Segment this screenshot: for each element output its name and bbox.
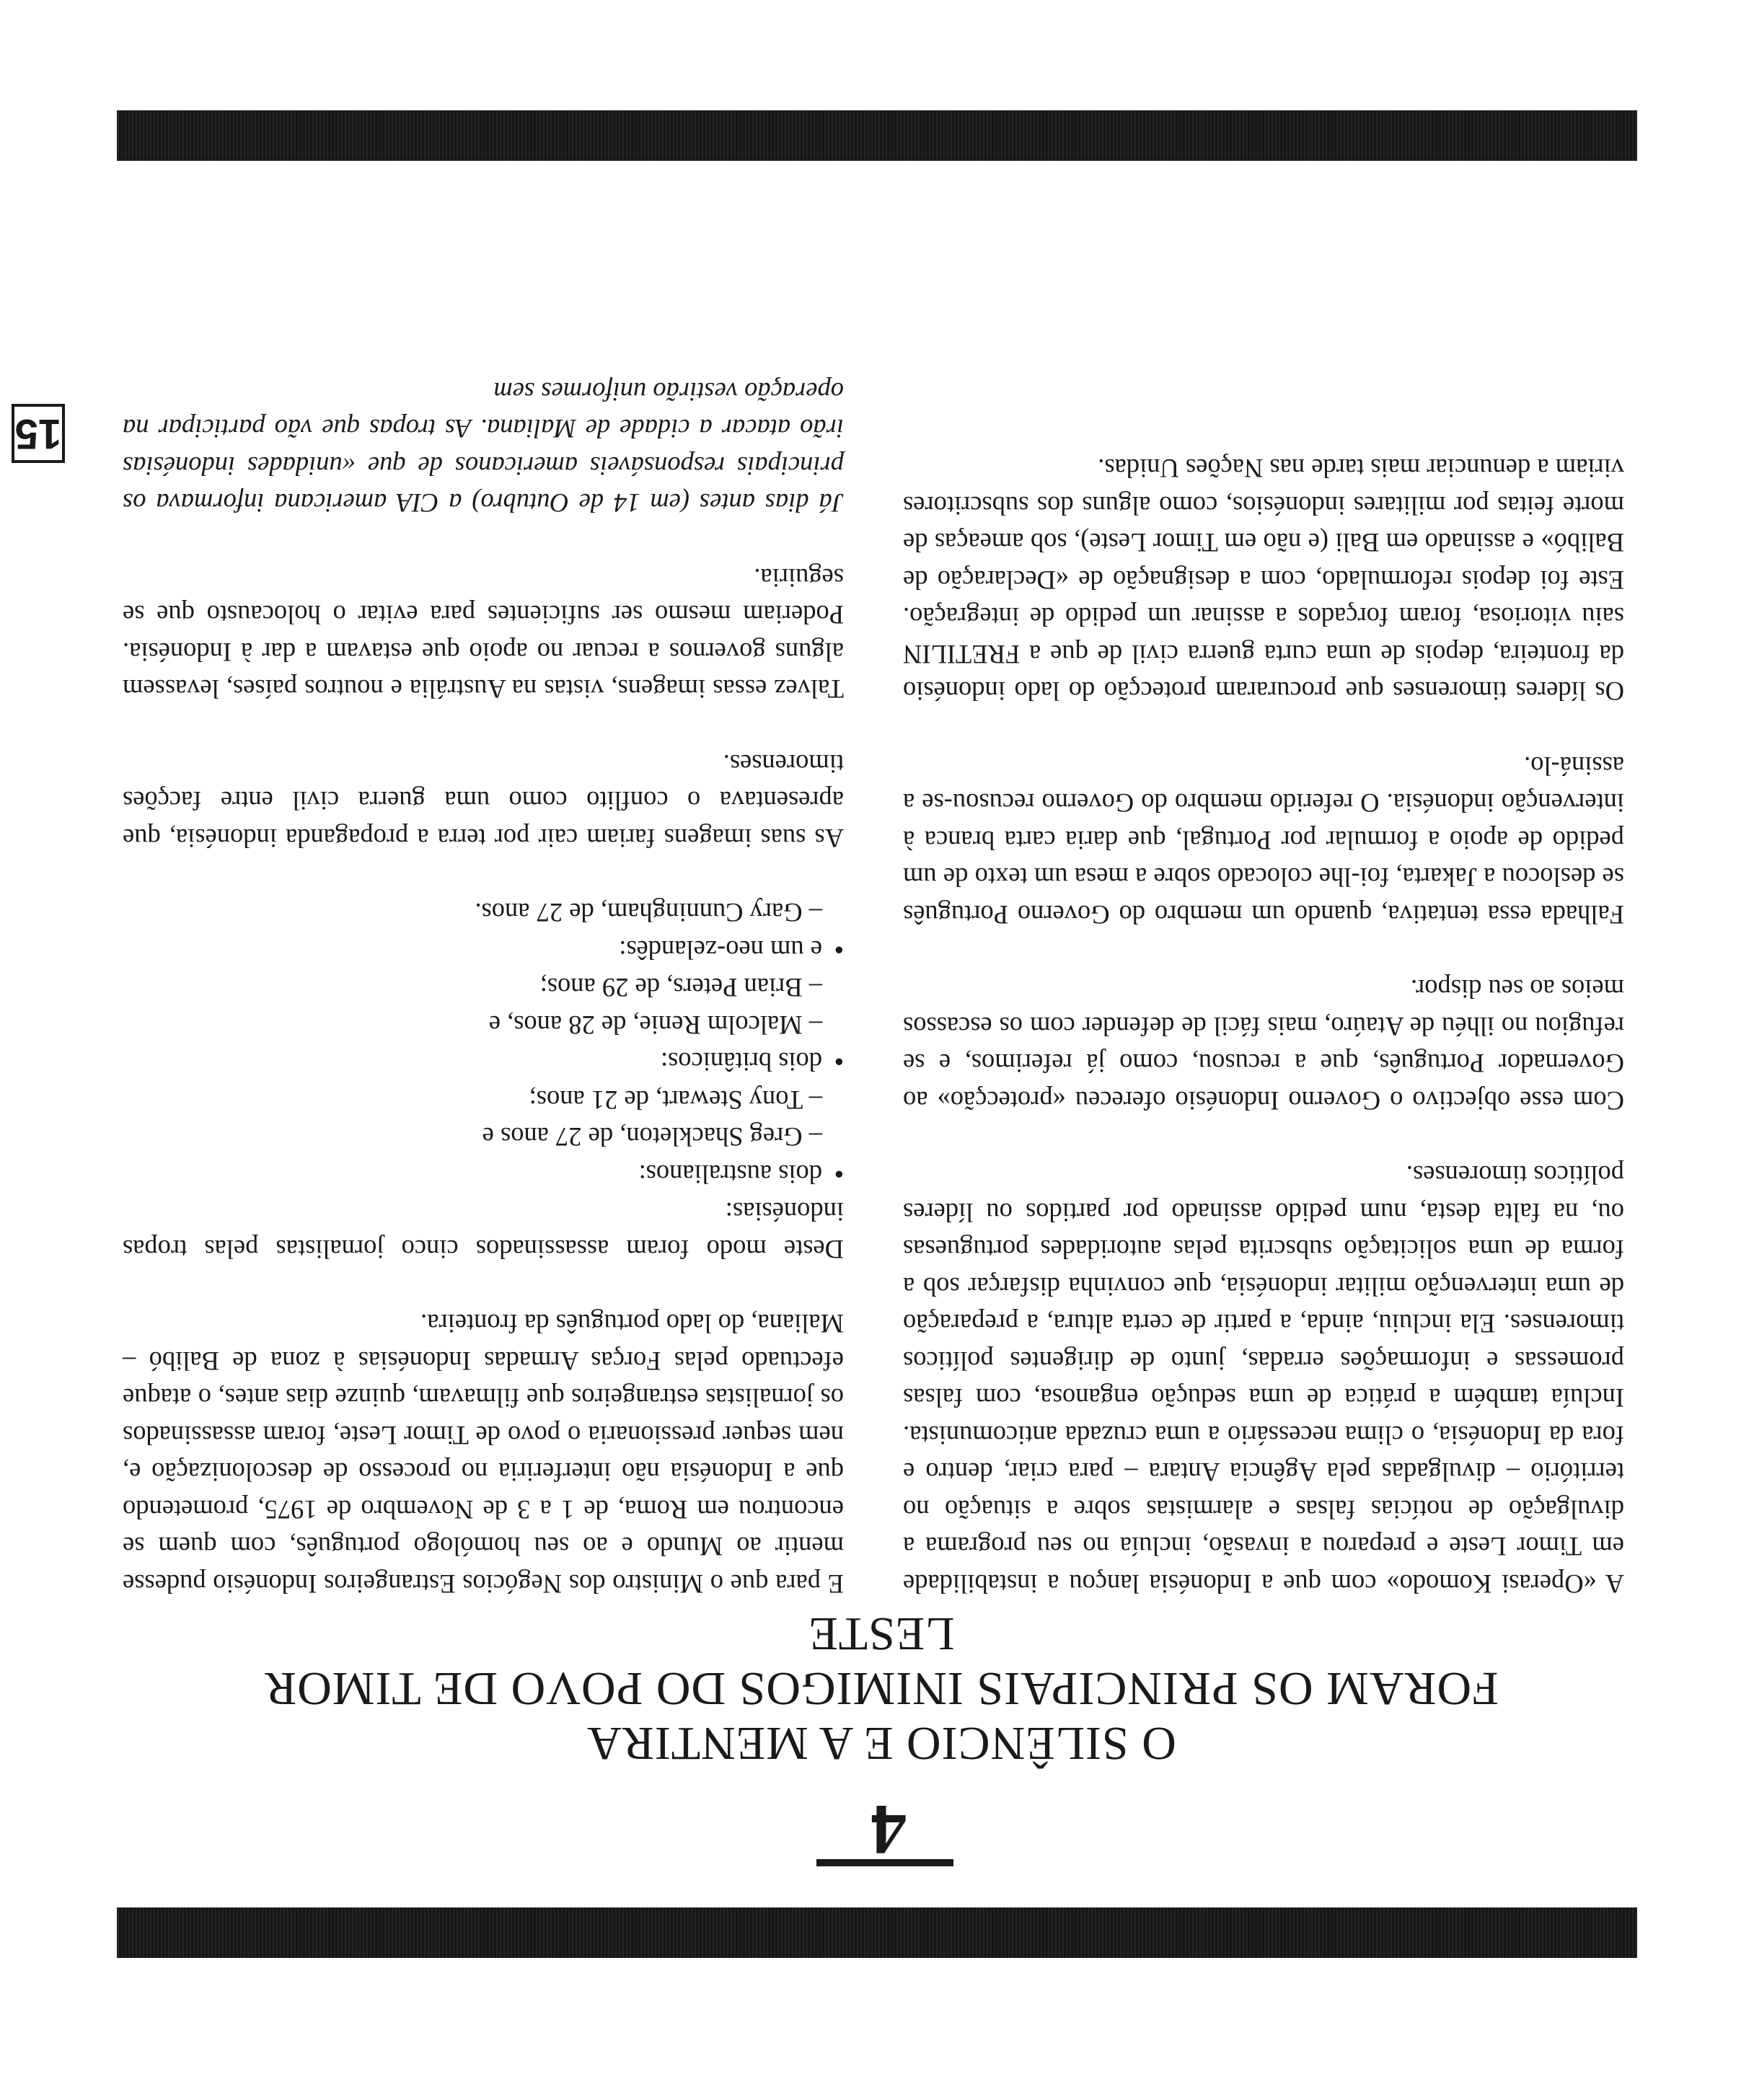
paragraph: As suas imagens fariam cair por terra a propaganda indonésia, que apresentava o conflito como uma guerra civil entre facções timorenses. bbox=[123, 749, 844, 853]
chapter-title-line-2: FORAM OS PRINCIPAIS INIMIGOS DO POVO DE TIMOR LESTE bbox=[264, 1607, 1499, 1715]
paragraph: E para que o Ministro dos Negócios Estrangeiros Indonésio pudesse mentir ao Mundo e ao seu homólogo português, com quem se encontrou em Roma, de 1 a 3 de Novembro de 1975, prometendo que a Indonésia não interferiria no processo de descolonização e, nem sequer pressionaria o povo de Timor Leste, foram assassinados os jornalistas estrangeiros que filmavam, quinze dias antes, o ataque efectuado pelas Forças Armadas Indonésias à zona de Balibó – Maliana, do lado português da fronteira. bbox=[123, 1309, 844, 1599]
list-group-item: ● e um neo-zelandês: bbox=[123, 932, 844, 970]
list-item: – Malcolm Renie, de 28 anos, e bbox=[488, 1010, 822, 1040]
page-number: 15 bbox=[12, 404, 65, 463]
paragraph: Deste modo foram assassinados cinco jornalistas pelas tropas indonésias: bbox=[123, 1197, 844, 1264]
left-column bbox=[903, 450, 1624, 1602]
bottom-decorative-rule bbox=[117, 110, 1637, 161]
paragraph: Talvez essas imagens, vistas na Austrália e noutros países, levassem alguns governos a recuar no apoio que estavam a dar à Indonésia. Poderiam mesmo ser suficientes para evitar o holocausto que se seguiria. bbox=[123, 563, 844, 705]
list-group-item: ● dois australianos: bbox=[123, 1156, 844, 1194]
list-item: – Brian Peters, de 29 anos; bbox=[539, 973, 822, 1003]
paragraph: Falhada essa tentativa, quando um membro do Governo Português se deslocou a Jakarta, foi-lhe colocado sobre a mesa um texto de um pedido de apoio a formular por Portugal, que daria carta branca à intervenção indonésia. O referido membro do Governo recusou-se a assiná-lo. bbox=[903, 751, 1624, 930]
list-group-item: ● dois britânicos: bbox=[123, 1044, 844, 1082]
chapter-title-line-1: O SILÊNCIO E A MENTIRA bbox=[586, 1717, 1176, 1770]
chapter-marker bbox=[816, 1790, 961, 1876]
paragraph: Com esse objectivo o Governo Indonésio ofereceu «protecção» ao Governador Português, que a recusou, como já referimos, e se refugiou no ilhéu de Ataúro, mais fácil de defender com os escassos meios ao seu dispor. bbox=[903, 974, 1624, 1116]
list-item: – Greg Shackleton, de 27 anos e bbox=[482, 1122, 822, 1152]
list-item: – Gary Cunningham, de 27 anos. bbox=[475, 898, 822, 928]
paragraph: Os líderes timorenses que procuraram protecção do lado indonésio da fronteira, depois de uma curta guerra civil de que a FRETILIN saiu vitoriosa, foram forçados a assinar um pedido de integração. Este foi depois reformulado, com a designação de «Declaração de Balibó» e assinado em Bali (e não em Timor Leste), sob ameaças de morte feitas por militares indonésios, como alguns dos subscritores viriam a denunciar mais tarde nas Nações Unidas. bbox=[903, 454, 1624, 707]
chapter-number: 4 bbox=[871, 1790, 907, 1870]
top-decorative-rule bbox=[117, 1907, 1637, 1958]
paragraph: A «Operasi Komodo» com que a Indonésia lançou a instabilidade em Timor Leste e preparou a invasão, incluía no seu programa a divulgação de notícias falsas e alarmistas sobre a situação no território – divulgadas pela Agência Antara – para criar, dentro e fora da Indonésia, o clima necessário a uma cruzada anticomunista. Incluía também a prática de uma sedução enganosa, com falsas promessas e informações erradas, junto de dirigentes políticos timorenses. Ela incluiu, ainda, a partir de certa altura, a preparação de uma intervenção militar indonésia, que convinha disfarçar sob a forma de uma solicitação subscrita pelas autoridades portuguesas ou, na falta desta, num pedido assinado por partidos ou líderes políticos timorenses. bbox=[903, 1160, 1624, 1599]
right-column bbox=[123, 374, 844, 1603]
journalist-list bbox=[123, 894, 844, 1194]
list-item: – Tony Stewart, de 21 anos; bbox=[529, 1085, 822, 1115]
paragraph: Já dias antes (em 14 de Outubro) a CIA americana informava os principais responsáveis americanos de que «unidades indonésias irão atacar a cidade de Maliana. As tropas que vão participar na operação vestirão uniformes sem bbox=[123, 377, 844, 519]
